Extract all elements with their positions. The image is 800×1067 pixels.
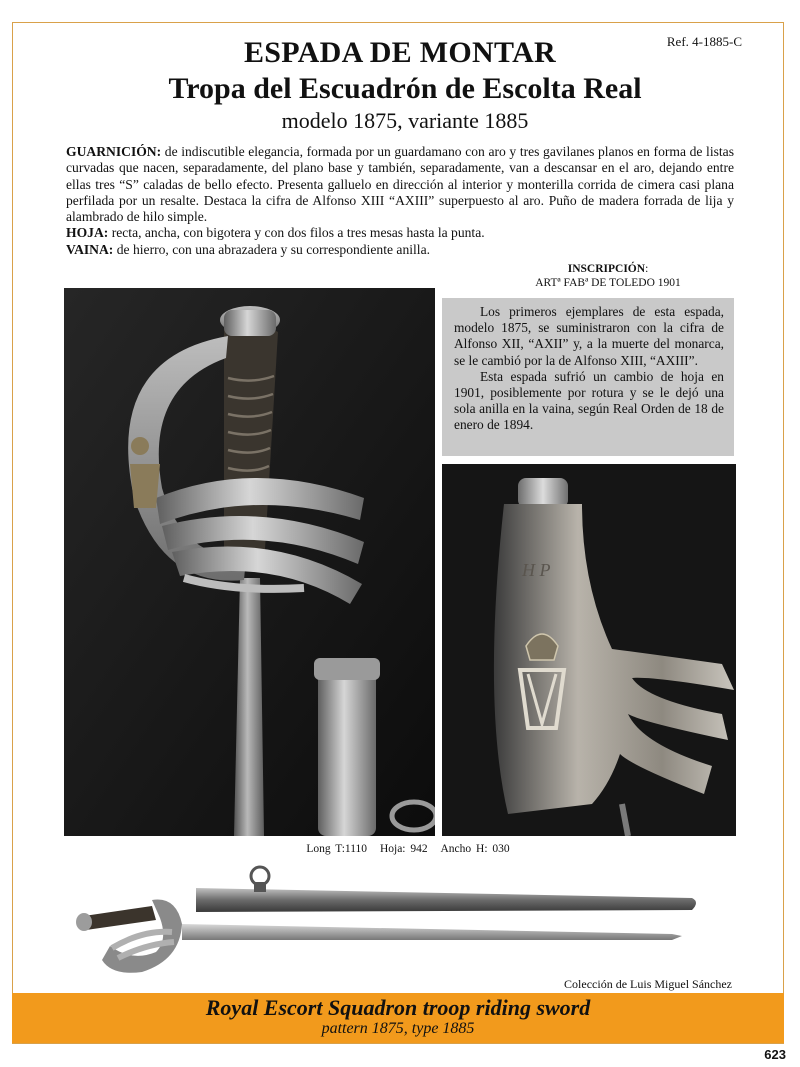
hilt-photo-illustration [64, 288, 435, 836]
collection-credit: Colección de Luis Miguel Sánchez [564, 977, 732, 991]
hoja-paragraph [66, 225, 734, 241]
full-sword-illustration [72, 860, 712, 980]
vaina-text: de hierro, con una abrazadera y su correspondiente anilla. [113, 241, 431, 257]
inscription-colon: : [645, 263, 649, 275]
inscription-heading [496, 262, 720, 276]
full-sword-photo [72, 860, 712, 980]
page-subtitle: Tropa del Escuadrón de Escolta Real [168, 72, 642, 105]
english-subtitle: pattern 1875, type 1885 [321, 1020, 475, 1037]
dimension-blade: Hoja: 942 [379, 843, 428, 855]
model-line: modelo 1875, variante 1885 [281, 108, 529, 133]
english-title: Royal Escort Squadron troop riding sword [205, 995, 591, 1020]
guarnicion-text: de indiscutible elegancia, formada por un guardamano con aro y tres gavilanes planos en forma de listas curvadas que nacen, separadamente, del plano base y también, separadamente, van a descansar en el aro, dejando entre ellas tres “S” caladas de bello efecto. Presenta galluelo en dirección al interior y monterilla corrida de cimera casi plana perfilada por un resalte. Destaca la cifra de Alfonso XIII “AXIII” superpuesto al aro. Puño de madera forrada de lija y alambrado de hilo simple. [66, 144, 734, 225]
page-title: ESPADA DE MONTAR [243, 36, 557, 69]
hoja-text: recta, ancha, con bigotera y con dos filos a tres mesas hasta la punta. [108, 225, 485, 241]
note-paragraph-2: Esta espada sufrió un cambio de hoja en 1901, posiblemente por rotura y se le dejó una sola anilla en la vaina, según Real Orden de 18 de enero de 1894. [454, 368, 724, 433]
vaina-label: VAINA: [66, 241, 114, 257]
guard-detail-photo [442, 464, 736, 836]
dimension-length: Long T:1110 [306, 843, 368, 855]
reference-code: Ref. 4-1885-C [666, 34, 742, 49]
hilt-photo [64, 288, 435, 836]
guarnicion-paragraph [66, 144, 734, 225]
vaina-paragraph [66, 242, 734, 258]
note-paragraph-1: Los primeros ejemplares de esta espada, modelo 1875, se suministraron con la cifra de Alfonso XII, “AXII” y, a la muerte del monarca, se le cambió por la de Alfonso XIII, “AXIII”. [454, 304, 724, 368]
page-number: 623 [764, 1047, 786, 1062]
guarnicion-label: GUARNICIÓN: [66, 144, 162, 159]
inscription-label: INSCRIPCIÓN [567, 263, 646, 275]
guard-detail-illustration [442, 464, 736, 836]
english-title-banner [12, 993, 784, 1043]
dimension-width: Ancho H: 030 [440, 843, 510, 855]
svg-text:H P: H P [522, 560, 551, 580]
inscription-text: ARTª FABª DE TOLEDO 1901 [535, 277, 681, 289]
hoja-label: HOJA: [66, 225, 109, 241]
inscription-block [496, 262, 720, 290]
dimensions-line [270, 843, 546, 855]
description-block [66, 144, 734, 258]
historical-note [442, 298, 734, 456]
